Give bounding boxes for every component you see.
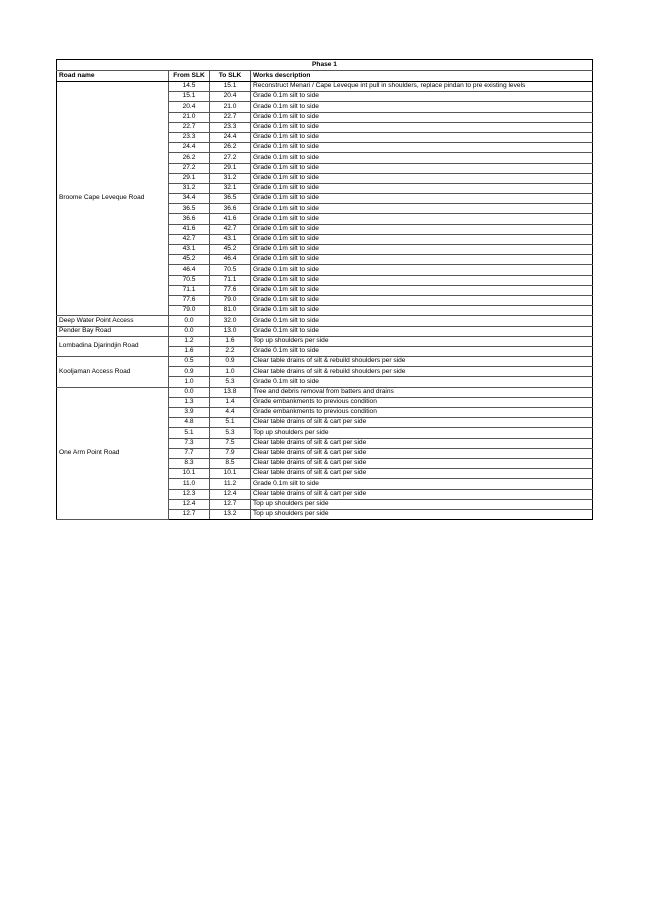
to-slk-cell: 29.1 bbox=[210, 163, 251, 173]
from-slk-cell: 36.5 bbox=[169, 204, 210, 214]
works-description-cell: Grade 0.1m silt to side bbox=[251, 183, 593, 193]
from-slk-cell: 77.6 bbox=[169, 295, 210, 305]
works-description-cell: Grade 0.1m silt to side bbox=[251, 275, 593, 285]
works-description-cell: Grade 0.1m silt to side bbox=[251, 265, 593, 275]
to-slk-cell: 1.4 bbox=[210, 397, 251, 407]
works-description-cell: Clear table drains of silt & cart per side bbox=[251, 469, 593, 479]
to-slk-cell: 11.2 bbox=[210, 479, 251, 489]
works-description-cell: Grade 0.1m silt to side bbox=[251, 316, 593, 326]
to-slk-cell: 4.4 bbox=[210, 408, 251, 418]
to-slk-cell: 13.2 bbox=[210, 509, 251, 519]
from-slk-cell: 4.8 bbox=[169, 418, 210, 428]
from-slk-cell: 42.7 bbox=[169, 234, 210, 244]
from-slk-cell: 7.7 bbox=[169, 448, 210, 458]
to-slk-cell: 31.2 bbox=[210, 173, 251, 183]
works-description-cell: Grade 0.1m silt to side bbox=[251, 295, 593, 305]
works-description-cell: Grade 0.1m silt to side bbox=[251, 326, 593, 336]
road-name-cell: Pender Bay Road bbox=[57, 326, 169, 336]
to-slk-cell: 13.0 bbox=[210, 326, 251, 336]
to-slk-cell: 36.6 bbox=[210, 204, 251, 214]
to-slk-cell: 5.3 bbox=[210, 377, 251, 387]
to-slk-cell: 43.1 bbox=[210, 234, 251, 244]
works-description-cell: Grade 0.1m silt to side bbox=[251, 153, 593, 163]
to-slk-cell: 24.4 bbox=[210, 132, 251, 142]
header-from-slk: From SLK bbox=[169, 71, 210, 82]
works-description-cell: Grade 0.1m silt to side bbox=[251, 346, 593, 356]
works-description-cell: Grade 0.1m silt to side bbox=[251, 143, 593, 153]
from-slk-cell: 24.4 bbox=[169, 143, 210, 153]
to-slk-cell: 45.2 bbox=[210, 245, 251, 255]
from-slk-cell: 71.1 bbox=[169, 285, 210, 295]
from-slk-cell: 12.3 bbox=[169, 489, 210, 499]
to-slk-cell: 7.5 bbox=[210, 438, 251, 448]
from-slk-cell: 21.0 bbox=[169, 112, 210, 122]
works-description-cell: Grade 0.1m silt to side bbox=[251, 204, 593, 214]
works-description-cell: Clear table drains of silt & cart per side bbox=[251, 438, 593, 448]
to-slk-cell: 26.2 bbox=[210, 143, 251, 153]
to-slk-cell: 7.9 bbox=[210, 448, 251, 458]
from-slk-cell: 14.5 bbox=[169, 82, 210, 92]
from-slk-cell: 43.1 bbox=[169, 245, 210, 255]
from-slk-cell: 7.3 bbox=[169, 438, 210, 448]
to-slk-cell: 23.3 bbox=[210, 122, 251, 132]
works-description-cell: Grade 0.1m silt to side bbox=[251, 173, 593, 183]
from-slk-cell: 8.3 bbox=[169, 458, 210, 468]
to-slk-cell: 10.1 bbox=[210, 469, 251, 479]
works-description-cell: Clear table drains of silt & rebuild shoulders per side bbox=[251, 357, 593, 367]
from-slk-cell: 0.5 bbox=[169, 357, 210, 367]
to-slk-cell: 5.3 bbox=[210, 428, 251, 438]
table-title: Phase 1 bbox=[57, 60, 593, 71]
to-slk-cell: 27.2 bbox=[210, 153, 251, 163]
works-description-cell: Grade 0.1m silt to side bbox=[251, 194, 593, 204]
table-row bbox=[57, 387, 593, 397]
to-slk-cell: 32.1 bbox=[210, 183, 251, 193]
from-slk-cell: 10.1 bbox=[169, 469, 210, 479]
from-slk-cell: 41.6 bbox=[169, 224, 210, 234]
to-slk-cell: 77.6 bbox=[210, 285, 251, 295]
works-description-cell: Top up shoulders per side bbox=[251, 428, 593, 438]
to-slk-cell: 1.6 bbox=[210, 336, 251, 346]
to-slk-cell: 32.0 bbox=[210, 316, 251, 326]
to-slk-cell: 5.1 bbox=[210, 418, 251, 428]
to-slk-cell: 8.5 bbox=[210, 458, 251, 468]
to-slk-cell: 0.9 bbox=[210, 357, 251, 367]
works-description-cell: Grade 0.1m silt to side bbox=[251, 132, 593, 142]
works-description-cell: Tree and debris removal from batters and drains bbox=[251, 387, 593, 397]
works-description-cell: Clear table drains of silt & cart per side bbox=[251, 418, 593, 428]
works-description-cell: Clear table drains of silt & rebuild shoulders per side bbox=[251, 367, 593, 377]
table-row bbox=[57, 336, 593, 346]
works-description-cell: Top up shoulders per side bbox=[251, 336, 593, 346]
road-name-cell: One Arm Point Road bbox=[57, 387, 169, 519]
table-title-row bbox=[57, 60, 593, 71]
from-slk-cell: 0.0 bbox=[169, 316, 210, 326]
from-slk-cell: 45.2 bbox=[169, 255, 210, 265]
works-description-cell: Grade 0.1m silt to side bbox=[251, 214, 593, 224]
to-slk-cell: 12.7 bbox=[210, 499, 251, 509]
to-slk-cell: 41.6 bbox=[210, 214, 251, 224]
works-description-cell: Grade 0.1m silt to side bbox=[251, 102, 593, 112]
from-slk-cell: 22.7 bbox=[169, 122, 210, 132]
table-row bbox=[57, 326, 593, 336]
from-slk-cell: 23.3 bbox=[169, 132, 210, 142]
from-slk-cell: 5.1 bbox=[169, 428, 210, 438]
works-description-cell: Top up shoulders per side bbox=[251, 509, 593, 519]
works-description-cell: Grade 0.1m silt to side bbox=[251, 224, 593, 234]
to-slk-cell: 12.4 bbox=[210, 489, 251, 499]
to-slk-cell: 2.2 bbox=[210, 346, 251, 356]
to-slk-cell: 42.7 bbox=[210, 224, 251, 234]
to-slk-cell: 1.0 bbox=[210, 367, 251, 377]
works-description-cell: Grade embankments to previous condition bbox=[251, 397, 593, 407]
works-description-cell: Grade 0.1m silt to side bbox=[251, 92, 593, 102]
to-slk-cell: 79.0 bbox=[210, 295, 251, 305]
to-slk-cell: 20.4 bbox=[210, 92, 251, 102]
from-slk-cell: 26.2 bbox=[169, 153, 210, 163]
table-row bbox=[57, 316, 593, 326]
works-description-cell: Clear table drains of silt & cart per side bbox=[251, 489, 593, 499]
works-description-cell: Reconstruct Menari / Cape Leveque int pull in shoulders, replace pindan to pre existing levels bbox=[251, 82, 593, 92]
header-road-name: Road name bbox=[57, 71, 169, 82]
table-row bbox=[57, 82, 593, 92]
from-slk-cell: 79.0 bbox=[169, 306, 210, 316]
from-slk-cell: 12.4 bbox=[169, 499, 210, 509]
works-description-cell: Grade 0.1m silt to side bbox=[251, 234, 593, 244]
works-description-cell: Grade 0.1m silt to side bbox=[251, 479, 593, 489]
to-slk-cell: 71.1 bbox=[210, 275, 251, 285]
works-description-cell: Top up shoulders per side bbox=[251, 499, 593, 509]
header-works-description: Works description bbox=[251, 71, 593, 82]
from-slk-cell: 1.2 bbox=[169, 336, 210, 346]
works-description-cell: Grade 0.1m silt to side bbox=[251, 306, 593, 316]
to-slk-cell: 70.5 bbox=[210, 265, 251, 275]
works-description-cell: Grade 0.1m silt to side bbox=[251, 245, 593, 255]
from-slk-cell: 15.1 bbox=[169, 92, 210, 102]
table-row bbox=[57, 357, 593, 367]
road-name-cell: Lombadina Djarindjin Road bbox=[57, 336, 169, 356]
from-slk-cell: 34.4 bbox=[169, 194, 210, 204]
from-slk-cell: 12.7 bbox=[169, 509, 210, 519]
from-slk-cell: 0.0 bbox=[169, 326, 210, 336]
from-slk-cell: 11.0 bbox=[169, 479, 210, 489]
from-slk-cell: 36.6 bbox=[169, 214, 210, 224]
works-description-cell: Clear table drains of silt & cart per side bbox=[251, 458, 593, 468]
from-slk-cell: 31.2 bbox=[169, 183, 210, 193]
from-slk-cell: 70.5 bbox=[169, 275, 210, 285]
header-to-slk: To SLK bbox=[210, 71, 251, 82]
works-description-cell: Grade 0.1m silt to side bbox=[251, 255, 593, 265]
from-slk-cell: 3.9 bbox=[169, 408, 210, 418]
from-slk-cell: 1.0 bbox=[169, 377, 210, 387]
to-slk-cell: 81.0 bbox=[210, 306, 251, 316]
road-name-cell: Deep Water Point Access bbox=[57, 316, 169, 326]
from-slk-cell: 1.6 bbox=[169, 346, 210, 356]
works-description-cell: Grade 0.1m silt to side bbox=[251, 122, 593, 132]
from-slk-cell: 46.4 bbox=[169, 265, 210, 275]
from-slk-cell: 0.0 bbox=[169, 387, 210, 397]
works-description-cell: Grade 0.1m silt to side bbox=[251, 112, 593, 122]
to-slk-cell: 13.8 bbox=[210, 387, 251, 397]
from-slk-cell: 20.4 bbox=[169, 102, 210, 112]
to-slk-cell: 46.4 bbox=[210, 255, 251, 265]
works-description-cell: Grade 0.1m silt to side bbox=[251, 163, 593, 173]
works-description-cell: Grade 0.1m silt to side bbox=[251, 377, 593, 387]
from-slk-cell: 0.9 bbox=[169, 367, 210, 377]
to-slk-cell: 15.1 bbox=[210, 82, 251, 92]
to-slk-cell: 21.0 bbox=[210, 102, 251, 112]
from-slk-cell: 27.2 bbox=[169, 163, 210, 173]
to-slk-cell: 36.5 bbox=[210, 194, 251, 204]
works-description-cell: Grade 0.1m silt to side bbox=[251, 285, 593, 295]
table-body bbox=[57, 82, 593, 520]
table-header-row bbox=[57, 71, 593, 82]
from-slk-cell: 29.1 bbox=[169, 173, 210, 183]
from-slk-cell: 1.3 bbox=[169, 397, 210, 407]
road-name-cell: Broome Cape Leveque Road bbox=[57, 82, 169, 316]
road-name-cell: Kooljaman Access Road bbox=[57, 357, 169, 388]
works-description-cell: Clear table drains of silt & cart per side bbox=[251, 448, 593, 458]
to-slk-cell: 22.7 bbox=[210, 112, 251, 122]
works-description-cell: Grade embankments to previous condition bbox=[251, 408, 593, 418]
works-table bbox=[56, 59, 593, 520]
